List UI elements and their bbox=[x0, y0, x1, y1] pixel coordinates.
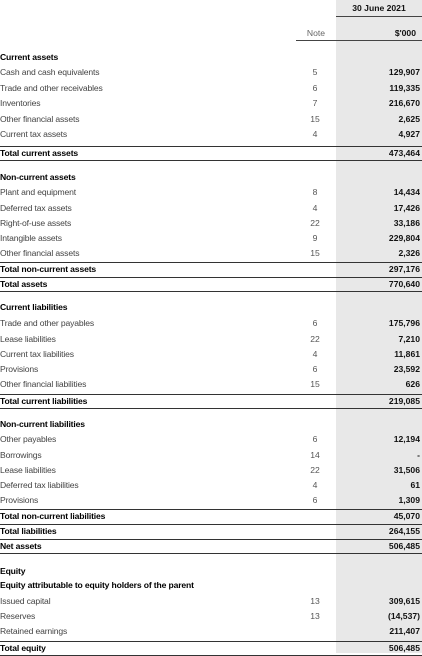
row-value: 309,615 bbox=[388, 596, 420, 606]
row-label: Deferred tax liabilities bbox=[0, 480, 79, 490]
row-value: 61 bbox=[410, 480, 420, 490]
note-column-header: Note bbox=[306, 28, 326, 38]
table-row bbox=[0, 465, 422, 480]
table-row bbox=[0, 349, 422, 364]
table-row bbox=[0, 83, 422, 98]
section-heading bbox=[0, 580, 422, 595]
row-value: 216,670 bbox=[388, 98, 420, 108]
row-value: 211,407 bbox=[389, 626, 420, 636]
row-value: 297,176 bbox=[388, 264, 420, 274]
table-row bbox=[0, 379, 422, 394]
row-value: 11,861 bbox=[394, 349, 420, 359]
header-underline bbox=[296, 40, 422, 41]
row-value: 12,194 bbox=[393, 434, 420, 444]
row-note: 5 bbox=[312, 67, 318, 77]
total-row bbox=[0, 277, 422, 292]
row-value: 14,434 bbox=[393, 187, 420, 197]
table-row bbox=[0, 334, 422, 349]
row-label: Issued capital bbox=[0, 596, 51, 606]
table-row bbox=[0, 611, 422, 626]
row-note: 13 bbox=[310, 596, 320, 606]
total-row bbox=[0, 641, 422, 656]
row-value: 264,155 bbox=[388, 526, 420, 536]
row-label: Borrowings bbox=[0, 450, 42, 460]
row-note: 22 bbox=[310, 465, 320, 475]
row-value: 119,335 bbox=[389, 83, 420, 93]
table-row bbox=[0, 626, 422, 641]
row-note: 22 bbox=[310, 218, 320, 228]
row-value: 31,506 bbox=[393, 465, 420, 475]
row-note: 4 bbox=[312, 203, 318, 213]
row-value: 23,592 bbox=[393, 364, 420, 374]
row-label: Current tax assets bbox=[0, 129, 68, 139]
row-value: 219,085 bbox=[388, 396, 420, 406]
row-label: Right-of-use assets bbox=[0, 218, 72, 228]
row-value: 45,070 bbox=[393, 511, 420, 521]
row-label: Deferred tax assets bbox=[0, 203, 72, 213]
row-value: - bbox=[417, 450, 420, 460]
row-label: Provisions bbox=[0, 364, 39, 374]
row-label: Current assets bbox=[0, 52, 59, 62]
table-row bbox=[0, 248, 422, 263]
row-value: 129,907 bbox=[388, 67, 420, 77]
total-row bbox=[0, 524, 422, 539]
row-label: Reserves bbox=[0, 611, 36, 621]
table-row bbox=[0, 596, 422, 611]
row-value: 175,796 bbox=[388, 318, 420, 328]
row-note: 6 bbox=[312, 434, 318, 444]
unit-column-header: $'000 bbox=[394, 28, 416, 38]
row-label: Total equity bbox=[0, 643, 46, 653]
row-label: Other financial assets bbox=[0, 248, 80, 258]
table-row bbox=[0, 98, 422, 113]
section-heading bbox=[0, 419, 422, 434]
total-row bbox=[0, 394, 422, 409]
table-row bbox=[0, 203, 422, 218]
table-row bbox=[0, 187, 422, 202]
row-label: Total liabilities bbox=[0, 526, 57, 536]
row-label: Total non-current assets bbox=[0, 264, 97, 274]
row-value: 770,640 bbox=[388, 279, 420, 289]
row-label: Total assets bbox=[0, 279, 48, 289]
row-label: Lease liabilities bbox=[0, 334, 56, 344]
section-heading bbox=[0, 566, 422, 581]
row-note: 6 bbox=[312, 318, 318, 328]
row-label: Trade and other receivables bbox=[0, 83, 103, 93]
row-label: Other payables bbox=[0, 434, 57, 444]
row-note: 22 bbox=[310, 334, 320, 344]
section-heading bbox=[0, 302, 422, 317]
row-value: 506,485 bbox=[388, 541, 420, 551]
row-value: 2,326 bbox=[398, 248, 420, 258]
table-row bbox=[0, 450, 422, 465]
table-row bbox=[0, 114, 422, 129]
row-label: Net assets bbox=[0, 541, 42, 551]
column-date-header: 30 June 2021 bbox=[352, 3, 406, 13]
row-value: 626 bbox=[405, 379, 420, 389]
section-heading bbox=[0, 172, 422, 187]
row-note: 15 bbox=[310, 114, 320, 124]
row-label: Current tax liabilities bbox=[0, 349, 74, 359]
row-value: 7,210 bbox=[398, 334, 420, 344]
row-note: 15 bbox=[310, 379, 320, 389]
row-note: 6 bbox=[312, 83, 318, 93]
table-row bbox=[0, 318, 422, 333]
row-label: Intangible assets bbox=[0, 233, 62, 243]
row-note: 8 bbox=[312, 187, 318, 197]
table-row bbox=[0, 233, 422, 248]
row-note: 4 bbox=[312, 349, 318, 359]
row-label: Total current assets bbox=[0, 148, 79, 158]
row-label: Other financial liabilities bbox=[0, 379, 87, 389]
row-label: Total non-current liabilities bbox=[0, 511, 106, 521]
row-label: Equity attributable to equity holders of the parent bbox=[0, 580, 194, 590]
row-note: 6 bbox=[312, 364, 318, 374]
row-label: Non-current liabilities bbox=[0, 419, 85, 429]
row-label: Provisions bbox=[0, 495, 39, 505]
row-value: 2,625 bbox=[398, 114, 420, 124]
row-label: Equity bbox=[0, 566, 26, 576]
row-label: Plant and equipment bbox=[0, 187, 76, 197]
total-row bbox=[0, 539, 422, 554]
row-label: Cash and cash equivalents bbox=[0, 67, 100, 77]
table-row bbox=[0, 495, 422, 510]
row-label: Other financial assets bbox=[0, 114, 80, 124]
row-note: 4 bbox=[312, 129, 318, 139]
row-value: 506,485 bbox=[388, 643, 420, 653]
row-note: 7 bbox=[312, 98, 318, 108]
table-row bbox=[0, 67, 422, 82]
row-label: Retained earnings bbox=[0, 626, 68, 636]
row-value: 4,927 bbox=[398, 129, 420, 139]
row-label: Non-current assets bbox=[0, 172, 76, 182]
row-value: 229,804 bbox=[388, 233, 420, 243]
row-note: 14 bbox=[310, 450, 320, 460]
table-row bbox=[0, 129, 422, 144]
total-row bbox=[0, 509, 422, 524]
table-row bbox=[0, 218, 422, 233]
row-value: 17,426 bbox=[393, 203, 420, 213]
table-row bbox=[0, 364, 422, 379]
row-value: 1,309 bbox=[398, 495, 420, 505]
row-note: 9 bbox=[312, 233, 318, 243]
table-row bbox=[0, 480, 422, 495]
row-value: 33,186 bbox=[393, 218, 420, 228]
row-note: 15 bbox=[310, 248, 320, 258]
total-row bbox=[0, 146, 422, 161]
table-row bbox=[0, 434, 422, 449]
row-value: 473,464 bbox=[388, 148, 420, 158]
total-row bbox=[0, 262, 422, 277]
row-note: 13 bbox=[310, 611, 320, 621]
row-label: Current liabilities bbox=[0, 302, 68, 312]
section-heading bbox=[0, 52, 422, 67]
row-note: 6 bbox=[312, 495, 318, 505]
row-label: Lease liabilities bbox=[0, 465, 56, 475]
row-label: Trade and other payables bbox=[0, 318, 95, 328]
row-note: 4 bbox=[312, 480, 318, 490]
row-label: Total current liabilities bbox=[0, 396, 88, 406]
row-value: (14,537) bbox=[387, 611, 420, 621]
header-divider bbox=[336, 16, 422, 17]
row-label: Inventories bbox=[0, 98, 41, 108]
